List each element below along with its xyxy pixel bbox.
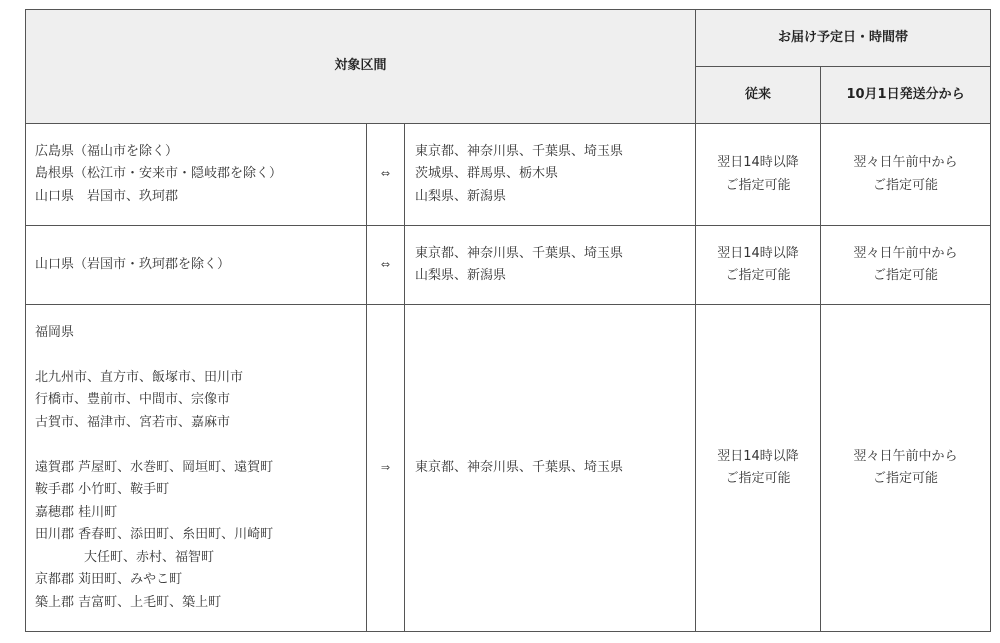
previous-time-line: 翌日14時以降 xyxy=(717,245,799,261)
area-line: 遠賀郡 芦屋町、水巻町、岡垣町、遠賀町 xyxy=(35,459,274,475)
area-line: 田川郡 香春町、添田町、糸田町、川崎町 xyxy=(35,527,274,543)
dest-line: 山梨県、新潟県 xyxy=(415,268,507,283)
area-line: 大任町、赤村、福智町 xyxy=(84,549,215,565)
header-delivery-date-time: お届け予定日・時間帯 xyxy=(696,10,991,67)
new-time-line: ご指定可能 xyxy=(873,471,939,486)
header-previous: 従来 xyxy=(696,67,821,124)
dest-line: 東京都、神奈川県、千葉県、埼玉県 xyxy=(415,245,624,261)
dest-line: 山梨県、新潟県 xyxy=(415,188,507,204)
direction-arrow: ⇔ xyxy=(367,124,405,226)
area-line: 古賀市、福津市、宮若市、嘉麻市 xyxy=(35,414,231,430)
destination-cell xyxy=(405,124,696,226)
new-time-cell xyxy=(821,124,991,226)
header-from-oct1: 10月1日発送分から xyxy=(821,67,991,124)
header-target-section: 対象区間 xyxy=(26,10,696,124)
destination-cell xyxy=(405,305,696,632)
new-time-cell xyxy=(821,305,991,632)
area-line: 築上郡 吉富町、上毛町、築上町 xyxy=(35,594,222,610)
origin-area-cell xyxy=(26,124,367,226)
area-line: 島根県（松江市・安来市・隠岐郡を除く） xyxy=(35,166,283,182)
dest-line: 茨城県、群馬県、栃木県 xyxy=(415,166,559,182)
table-row xyxy=(26,226,991,305)
direction-arrow: ⇔ xyxy=(367,226,405,305)
direction-arrow: ⇒ xyxy=(367,305,405,632)
previous-time-cell xyxy=(696,305,821,632)
dest-line: 東京都、神奈川県、千葉県、埼玉県 xyxy=(415,459,624,475)
previous-time-line: ご指定可能 xyxy=(725,471,791,486)
new-time-line: 翌々日午前中から xyxy=(853,245,958,261)
area-line: 行橋市、豊前市、中間市、宗像市 xyxy=(35,392,231,408)
area-line: 広島県（福山市を除く） xyxy=(35,143,179,159)
previous-time-line: 翌日14時以降 xyxy=(717,155,799,170)
new-time-cell xyxy=(821,226,991,305)
table-row xyxy=(26,124,991,226)
destination-cell xyxy=(405,226,696,305)
area-line: 京都郡 苅田町、みやこ町 xyxy=(35,572,183,588)
dest-line: 東京都、神奈川県、千葉県、埼玉県 xyxy=(415,143,624,159)
area-line: 山口県 岩国市、玖珂郡 xyxy=(35,188,179,204)
area-line: 福岡県 xyxy=(35,324,75,340)
new-time-line: ご指定可能 xyxy=(873,177,939,193)
area-line: 山口県（岩国市・玖珂郡を除く） xyxy=(35,256,231,272)
new-time-line: 翌々日午前中から xyxy=(853,155,958,170)
area-line: 北九州市、直方市、飯塚市、田川市 xyxy=(35,369,244,385)
new-time-line: 翌々日午前中から xyxy=(853,448,958,464)
origin-area-cell xyxy=(26,226,367,305)
area-line: 鞍手郡 小竹町、鞍手町 xyxy=(35,482,170,498)
table-row xyxy=(26,305,991,632)
area-line: 嘉穂郡 桂川町 xyxy=(35,504,118,520)
previous-time-line: 翌日14時以降 xyxy=(717,448,799,464)
previous-time-cell xyxy=(696,124,821,226)
origin-area-cell xyxy=(26,305,367,632)
previous-time-line: ご指定可能 xyxy=(725,177,791,193)
previous-time-cell xyxy=(696,226,821,305)
previous-time-line: ご指定可能 xyxy=(725,268,791,283)
delivery-schedule-table xyxy=(25,9,991,632)
new-time-line: ご指定可能 xyxy=(873,268,939,283)
